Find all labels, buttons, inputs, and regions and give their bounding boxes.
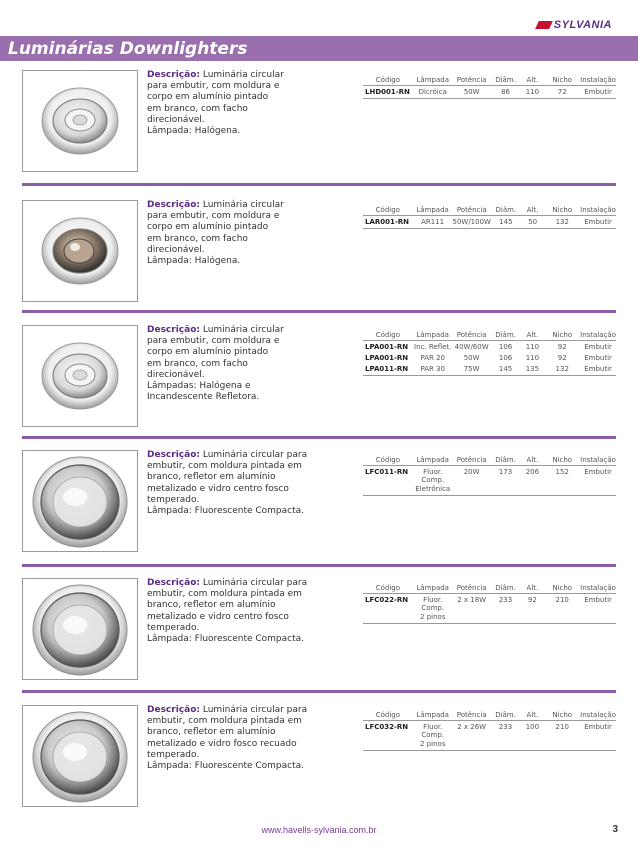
spec-cell: LHD001-RN [363,86,413,99]
description-line: para embutir, com moldura e [147,211,280,222]
description-line: Lâmpada: Halógena. [147,256,241,267]
product-photo [22,705,138,807]
column-header: Lâmpada [413,709,453,721]
product-description [147,450,342,517]
description-line: temperado. [147,749,200,760]
column-header: Nicho [544,204,580,216]
spec-row [363,484,616,496]
spec-cell [491,612,521,624]
spec-cell: 132 [544,216,580,229]
spec-row [363,86,616,99]
spec-cell: 152 [555,468,569,476]
column-header: Nicho [544,454,580,466]
spec-cell: 145 [491,216,521,229]
column-header: Potência [453,454,491,466]
description-line: temperado. [147,622,200,633]
spec-cell [520,484,544,496]
spec-cell: 50W [463,354,480,362]
column-header: Instalação [580,710,616,719]
spec-cell: 173 [498,468,513,476]
spec-cell: Embutir [584,596,612,604]
product-photo [22,70,138,172]
spec-cell: LPA001-RN [365,343,409,351]
column-header: Nicho [544,709,580,721]
description-line: Lâmpada: Fluorescente Compacta. [147,634,305,645]
spec-row [363,341,616,354]
spec-cell: LFC011-RN [365,468,409,476]
spec-cell [580,739,616,751]
column-header: Lâmpada [413,204,453,216]
spec-cell: LFC032-RN [365,723,409,731]
product-row [0,705,638,815]
spec-table [363,454,616,496]
column-header: Código [363,329,413,341]
spec-table-grid [363,204,616,229]
column-header: Lâmpada [413,454,453,466]
spec-cell: LAR001-RN [363,216,413,229]
column-header: Alt. [520,74,544,86]
spec-header-row [363,74,616,86]
downlight-image [23,326,137,426]
spec-cell: 106 [498,343,513,351]
spec-cell: 2 x 26W [457,723,487,731]
description-line: Luminária circular [202,325,284,335]
downlight-image [23,201,137,301]
description-label: Descrição: [147,705,200,715]
description-line: Lâmpada: Fluorescente Compacta. [147,506,305,517]
description-label: Descrição: [147,200,200,210]
spec-cell [491,484,521,496]
spec-cell: 110 [525,343,540,351]
spec-cell: 145 [491,364,521,376]
spec-cell: LPA011-RN [363,364,413,376]
spec-table-grid [363,329,616,376]
description-line: Lâmpadas: Halógena e [147,381,251,392]
spec-table-grid [363,582,616,624]
spec-table [363,709,616,751]
description-line: Incandescente Refletora. [147,392,260,403]
spec-cell: 233 [498,723,513,731]
spec-row [363,466,616,485]
column-header: Instalação [580,75,616,84]
spec-header-row [363,329,616,341]
brand-name: SYLVANIA [553,19,612,31]
spec-cell: Embutir [580,364,616,376]
column-header: Código [363,454,413,466]
downlight-image [23,451,137,551]
column-header: Alt. [520,329,544,341]
description-line: Lâmpada: Halógena. [147,126,241,137]
spec-table-grid [363,709,616,751]
spec-cell [520,612,544,624]
description-line: em branco, com facho [147,233,248,244]
spec-cell [580,612,616,624]
spec-cell [453,484,491,496]
description-line: corpo em alumínio pintado [147,92,269,103]
spec-table [363,329,616,376]
section-divider [22,564,616,567]
column-header: Instalação [580,583,616,592]
spec-cell: 50W [453,86,491,99]
spec-cell: 233 [498,596,513,604]
column-header: Lâmpada [413,74,453,86]
spec-cell: 2 pinos [413,612,453,624]
spec-cell [363,739,413,751]
spec-cell [544,739,580,751]
product-row [0,578,638,688]
description-line: branco, refletor em alumínio [147,472,276,483]
spec-cell [453,739,491,751]
page-title: Luminárias Downlighters [8,39,248,59]
description-line: corpo em alumínio pintado [147,222,269,233]
column-header: Potência [452,204,490,216]
spec-cell [363,484,413,496]
description-line: Luminária circular para [202,450,308,460]
spec-header-row [363,454,616,466]
product-row [0,450,638,560]
spec-cell: Embutir [584,723,612,731]
spec-cell [544,612,580,624]
spec-cell: Embutir [584,343,612,351]
spec-cell: Eletrônica [413,484,453,496]
description-line: direcionável. [147,369,205,380]
description-line: embutir, com moldura pintada em [147,716,302,727]
spec-table [363,74,616,99]
description-line: Luminária circular para [202,705,308,715]
product-description [147,325,342,403]
column-header: Diâm. [491,709,521,721]
spec-cell: 206 [525,468,540,476]
column-header: Alt. [520,709,544,721]
spec-cell: Embutir [580,86,616,99]
column-header: Alt. [520,582,544,594]
column-header: Instalação [580,205,616,214]
spec-cell: 86 [491,86,521,99]
spec-cell: 110 [525,354,540,362]
spec-table-grid [363,454,616,496]
spec-cell: 75W [453,364,491,376]
spec-row [363,364,616,376]
column-header: Nicho [544,582,580,594]
column-header: Potência [453,74,491,86]
column-header: Lâmpada [413,582,453,594]
column-header: Código [363,204,413,216]
logo-mark-icon [535,21,553,29]
spec-cell [491,739,521,751]
column-header: Código [363,74,413,86]
website-link[interactable]: www.havells-sylvania.com.br [261,825,377,835]
description-label: Descrição: [147,450,200,460]
description-line: para embutir, com moldura e [147,81,280,92]
spec-cell: LFC022-RN [365,596,409,604]
spec-cell: 20W [463,468,480,476]
column-header: Lâmpada [413,329,453,341]
column-header: Código [363,582,413,594]
spec-cell: 132 [544,364,580,376]
description-line: embutir, com moldura pintada em [147,461,302,472]
spec-cell: 106 [498,354,513,362]
description-line: embutir, com moldura pintada em [147,589,302,600]
spec-cell: 210 [555,723,569,731]
description-line: Luminária circular para [202,578,308,588]
spec-cell: Dicróica [413,86,453,99]
description-line: branco, refletor em alumínio [147,600,276,611]
description-line: Lâmpada: Fluorescente Compacta. [147,761,305,772]
column-header: Nicho [544,74,580,86]
column-header: Diâm. [491,454,521,466]
spec-cell: PAR 30 [413,364,453,376]
spec-cell: Embutir [580,216,616,229]
product-description [147,578,342,645]
product-photo [22,578,138,680]
column-header: Potência [453,329,491,341]
spec-cell: 2 pinos [413,739,453,751]
column-header: Alt. [520,454,544,466]
spec-cell: 110 [520,86,544,99]
page-number: 3 [612,824,618,835]
product-photo [22,200,138,302]
spec-cell: 2 x 18W [457,596,487,604]
spec-row [363,353,616,364]
product-description [147,200,342,267]
column-header: Alt. [521,204,545,216]
spec-cell: 50 [521,216,545,229]
sylvania-logo [537,18,612,32]
product-photo [22,325,138,427]
spec-cell: 92 [527,596,537,604]
spec-cell: Fluor. Comp. [421,468,445,484]
description-line: corpo em alumínio pintado [147,347,269,358]
downlight-image [23,706,137,806]
spec-cell [363,612,413,624]
section-banner [0,36,638,61]
column-header: Potência [453,709,491,721]
downlight-image [23,579,137,679]
spec-cell: Fluor. Comp. [421,723,445,739]
downlight-image [23,71,137,171]
product-row [0,325,638,435]
column-header: Diâm. [491,74,521,86]
section-divider [22,183,616,186]
description-line: em branco, com facho [147,358,248,369]
section-divider [22,436,616,439]
description-line: metalizado e vidro centro fosco [147,483,289,494]
spec-row [363,721,616,740]
spec-cell [453,612,491,624]
spec-cell: LPA001-RN [365,354,409,362]
description-label: Descrição: [147,578,200,588]
spec-row [363,739,616,751]
spec-table-grid [363,74,616,99]
spec-row [363,216,616,229]
spec-cell [580,484,616,496]
section-divider [22,690,616,693]
description-line: direcionável. [147,244,205,255]
column-header: Instalação [580,330,616,339]
spec-cell: 92 [557,354,567,362]
description-line: branco, refletor em alumínio [147,727,276,738]
column-header: Nicho [544,329,580,341]
spec-row [363,612,616,624]
product-row [0,70,638,180]
spec-cell: 40W/60W [454,343,489,351]
spec-row [363,594,616,613]
description-line: metalizado e vidro fosco recuado [147,738,297,749]
column-header: Diâm. [491,329,521,341]
product-description [147,705,342,772]
spec-cell: 100 [525,723,540,731]
spec-cell: 72 [544,86,580,99]
spec-cell: 135 [520,364,544,376]
spec-cell: Inc. Reflet. [414,343,452,351]
product-photo [22,450,138,552]
spec-cell: 210 [555,596,569,604]
description-line: Luminária circular [202,200,284,210]
description-line: Luminária circular [202,70,284,80]
spec-cell: PAR 20 [420,354,445,362]
spec-cell: Embutir [584,354,612,362]
spec-header-row [363,204,616,216]
spec-cell: AR111 [413,216,453,229]
column-header: Código [363,709,413,721]
column-header: Diâm. [491,582,521,594]
spec-table [363,582,616,624]
spec-header-row [363,582,616,594]
description-line: em branco, com facho [147,103,248,114]
spec-cell [520,739,544,751]
column-header: Potência [453,582,491,594]
description-line: temperado. [147,494,200,505]
description-label: Descrição: [147,70,200,80]
spec-cell: Embutir [584,468,612,476]
description-line: para embutir, com moldura e [147,336,280,347]
product-row [0,200,638,310]
spec-cell: 92 [557,343,567,351]
spec-cell [544,484,580,496]
spec-cell: Fluor. Comp. [421,596,445,612]
spec-cell: 50W/100W [452,216,490,229]
description-label: Descrição: [147,325,200,335]
column-header: Diâm. [491,204,521,216]
description-line: direcionável. [147,114,205,125]
section-divider [22,310,616,313]
column-header: Instalação [580,455,616,464]
spec-table [363,204,616,229]
spec-header-row [363,709,616,721]
product-description [147,70,342,137]
description-line: metalizado e vidro centro fosco [147,611,289,622]
